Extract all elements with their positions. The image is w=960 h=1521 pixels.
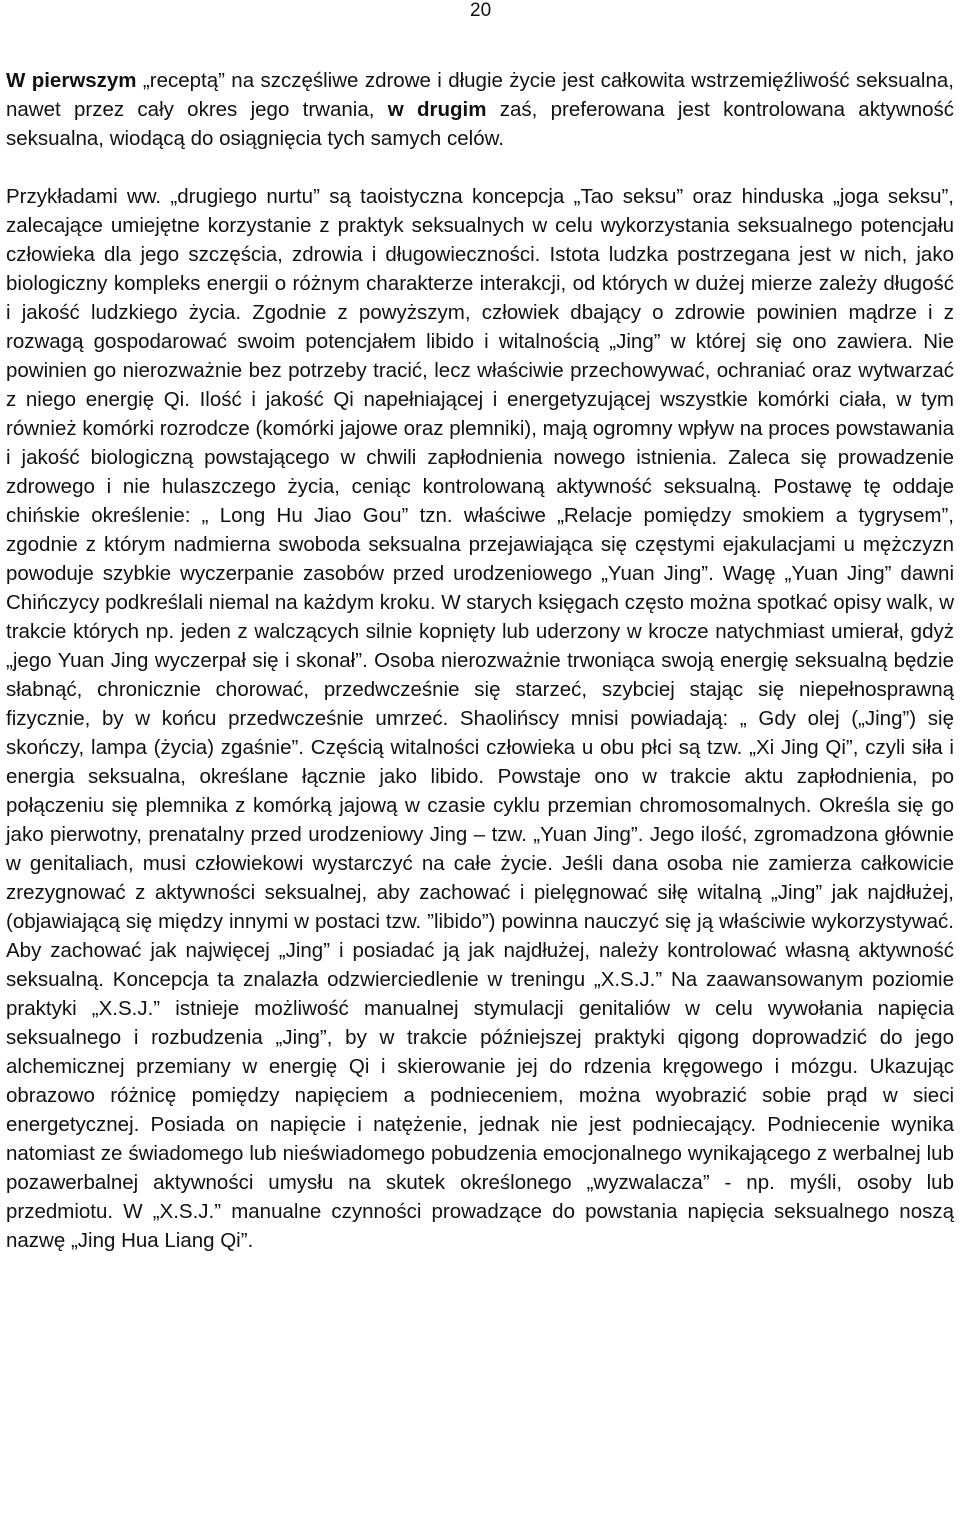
emphasis-second: w drugim xyxy=(387,98,487,121)
paragraph-1 xyxy=(6,66,954,153)
body-text xyxy=(6,66,954,1255)
emphasis-first: W pierwszym xyxy=(6,69,137,92)
paragraph-1-text-a: „receptą” na szczęśliwe zdrowe i długie życie jest całkowita wstrzemięźliwość seksualna, nawet przez cały okres jego trwania, xyxy=(6,69,954,121)
page-number-text: 20 xyxy=(470,0,492,21)
paragraph-2: Przykładami ww. „drugiego nurtu” są taoistyczna koncepcja „Tao seksu” oraz hinduska „joga seksu”, zalecające umiejętne korzystanie z praktyk seksualnych w celu wykorzystania seksualnego potencjału człowieka dla jego szczęścia, zdrowia i długowieczności. Istota ludzka postrzegana jest w nich, jako biologiczny kompleks energii o różnym charakterze interakcji, od których w dużej mierze zależy długość i jakość ludzkiego życia. Zgodnie z powyższym, człowiek dbający o zdrowie powinien mądrze i z rozwagą gospodarować swoim potencjałem libido i witalnością „Jing” w której się ono zawiera. Nie powinien go nierozważnie bez potrzeby tracić, lecz właściwie przechowywać, ochraniać oraz wytwarzać z niego energię Qi. Ilość i jakość Qi napełniającej i energetyzującej wszystkie komórki ciała, w tym również komórki rozrodcze (komórki jajowe oraz plemniki), mają ogromny wpływ na proces powstawania i jakość biologiczną powstającego w chwili zapłodnienia nowego istnienia. Zaleca się prowadzenie zdrowego i nie hulaszczego życia, ceniąc kontrolowaną aktywność seksualną. Postawę tę oddaje chińskie określenie: „ Long Hu Jiao Gou” tzn. właściwe „Relacje pomiędzy smokiem a tygrysem”, zgodnie z którym nadmierna swoboda seksualna przejawiająca się częstymi ejakulacjami u mężczyzn powoduje szybkie wyczerpanie zasobów przed urodzeniowego „Yuan Jing”. Wagę „Yuan Jing” dawni Chińczycy podkreślali niemal na każdym kroku. W starych księgach często można spotkać opisy walk, w trakcie których np. jeden z walczących silnie kopnięty lub uderzony w krocze natychmiast umierał, gdyż „jego Yuan Jing wyczerpał się i skonał”. Osoba nierozważnie trwoniąca swoją energię seksualną będzie słabnąć, chronicznie chorować, przedwcześnie się starzeć, szybciej stając się niepełnosprawną fizycznie, by w końcu przedwcześnie umrzeć. Shaolińscy mnisi powiadają: „ Gdy olej („Jing”) się skończy, lampa (życia) zgaśnie”. Częścią witalności człowieka u obu płci są tzw. „Xi Jing Qi”, czyli siła i energia seksualna, określane łącznie jako libido. Powstaje ono w trakcie aktu zapłodnienia, po połączeniu się plemnika z komórką jajową w czasie cyklu przemian chromosomalnych. Określa się go jako pierwotny, prenatalny przed urodzeniowy Jing – tzw. „Yuan Jing”. Jego ilość, zgromadzona głównie w genitaliach, musi człowiekowi wystarczyć na całe życie. Jeśli dana osoba nie zamierza całkowicie zrezygnować z aktywności seksualnej, aby zachować i pielęgnować siłę witalną „Jing” jak najdłużej, (objawiającą się między innymi w postaci tzw. ”libido”) powinna nauczyć się ją właściwie wykorzystywać. Aby zachować jak najwięcej „Jing” i posiadać ją jak najdłużej, należy kontrolować własną aktywność seksualną. Koncepcja ta znalazła odzwierciedlenie w treningu „X.S.J.” Na zaawansowanym poziomie praktyki „X.S.J.” istnieje możliwość manualnej stymulacji genitaliów w celu wywołania napięcia seksualnego i rozbudzenia „Jing”, by w trakcie późniejszej praktyki qigong doprowadzić do jego alchemicznej przemiany w energię Qi i skierowanie jej do rdzenia kręgowego i mózgu. Ukazując obrazowo różnicę pomiędzy napięciem a podnieceniem, można wyobrazić sobie prąd w sieci energetycznej. Posiada on napięcie i natężenie, jednak nie jest podniecający. Podniecenie wynika natomiast ze świadomego lub nieświadomego pobudzenia emocjonalnego wynikającego z werbalnej lub pozawerbalnej aktywności umysłu na skutek określonego „wyzwalacza” - np. myśli, osoby lub przedmiotu. W „X.S.J.” manualne czynności prowadzące do powstania napięcia seksualnego noszą nazwę „Jing Hua Liang Qi”. xyxy=(6,185,954,1252)
paragraph-1-text-b: zaś, preferowana jest kontrolowana aktywność seksualna, wiodącą do osiągnięcia tych samych celów. xyxy=(6,98,954,150)
